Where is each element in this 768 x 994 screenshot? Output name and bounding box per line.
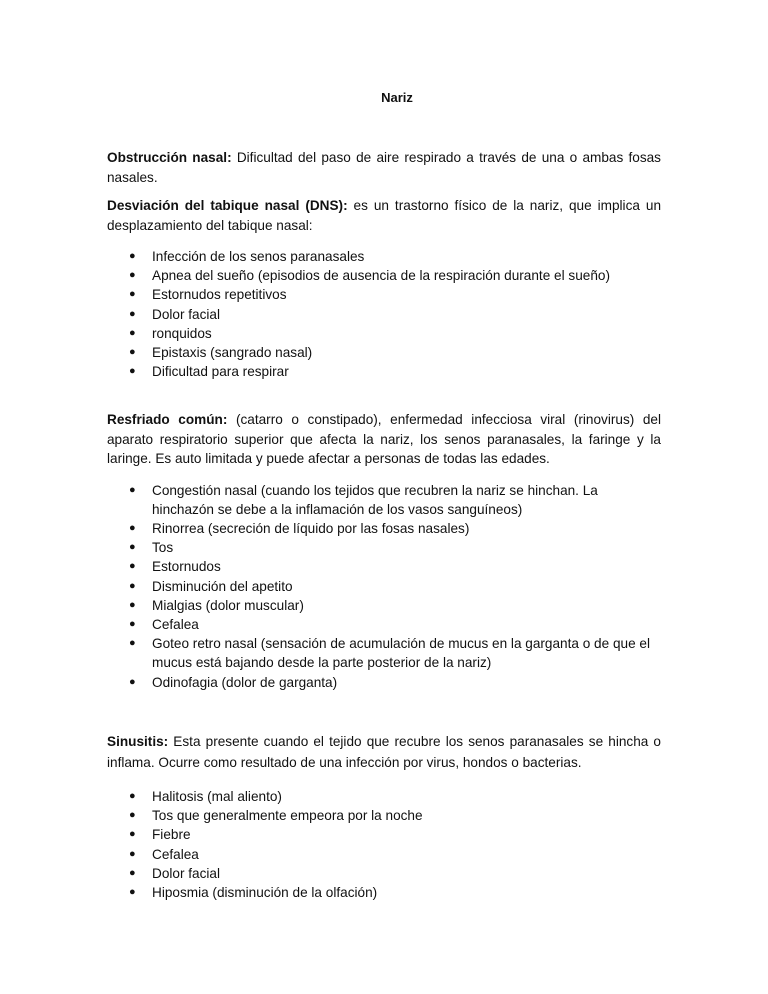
list-item: ● Epistaxis (sangrado nasal) (107, 343, 661, 362)
list-item: ● Disminución del apetito (107, 577, 661, 596)
list-item: ● Dificultad para respirar (107, 362, 661, 381)
symptom-list (107, 481, 661, 692)
list-item: ● Dolor facial (107, 305, 661, 324)
bullet-icon: ● (129, 365, 136, 378)
section-term: Resfriado común: (107, 412, 228, 427)
bullet-icon: ● (129, 288, 136, 301)
bullet-icon: ● (129, 346, 136, 359)
symptom-list (107, 787, 661, 902)
bullet-icon: ● (129, 847, 136, 860)
section-text: Esta presente cuando el tejido que recubre los senos paranasales se hincha o inflama. Ocurre como resultado de una infección por virus, hondos o bacterias. (107, 734, 661, 770)
section-text: (catarro o constipado), enfermedad infecciosa viral (rinovirus) del aparato respiratorio superior que afecta la nariz, los senos paranasales, la faringe y la laringe. Es auto limitada y puede afectar a personas de todas las edades. (107, 412, 661, 466)
section-sinusitis (107, 731, 661, 902)
section-text: Dificultad del paso de aire respirado a través de una o ambas fosas nasales. (107, 150, 661, 185)
page-title: Nariz (381, 90, 413, 105)
section-term: Obstrucción nasal: (107, 150, 232, 165)
list-item: ● ronquidos (107, 324, 661, 343)
section-resfriado-comun (107, 410, 661, 692)
list-item: ● Hiposmia (disminución de la olfación) (107, 883, 661, 902)
section-paragraph (107, 148, 661, 187)
bullet-icon: ● (129, 307, 136, 320)
bullet-icon: ● (129, 483, 136, 496)
bullet-icon: ● (129, 675, 136, 688)
bullet-icon: ● (129, 866, 136, 879)
list-item: ● Cefalea (107, 845, 661, 864)
list-item: ● Dolor facial (107, 864, 661, 883)
bullet-icon: ● (129, 579, 136, 592)
list-item: ● Cefalea (107, 615, 661, 634)
bullet-icon: ● (129, 560, 136, 573)
bullet-icon: ● (129, 809, 136, 822)
list-item: ● Infección de los senos paranasales (107, 247, 661, 266)
section-text: es un trastorno físico de la nariz, que implica un desplazamiento del tabique nasal: (107, 198, 662, 233)
symptom-list (107, 247, 661, 381)
list-item: ● Mialgias (dolor muscular) (107, 596, 661, 615)
bullet-icon: ● (129, 269, 136, 282)
bullet-icon: ● (129, 541, 136, 554)
bullet-icon: ● (129, 598, 136, 611)
section-paragraph (107, 196, 661, 235)
list-item: ● Estornudos (107, 557, 661, 576)
section-paragraph (107, 410, 661, 469)
section-obstruccion-nasal (107, 148, 661, 187)
bullet-icon: ● (129, 617, 136, 630)
section-desviacion-tabique (107, 196, 661, 381)
list-item: ● Apnea del sueño (episodios de ausencia de la respiración durante el sueño) (107, 266, 661, 285)
list-item: ● Estornudos repetitivos (107, 285, 661, 304)
bullet-icon: ● (129, 637, 136, 650)
list-item: ● Tos (107, 538, 661, 557)
list-item: ● Congestión nasal (cuando los tejidos que recubren la nariz se hinchan. La hinchazón se debe a la inflamación de los vasos sanguíneos) (129, 482, 598, 517)
list-item: ● Goteo retro nasal (sensación de acumulación de mucus en la garganta o de que el mucus está bajando desde la parte posterior de la nariz) (129, 636, 650, 671)
list-item: ● Odinofagia (dolor de garganta) (107, 673, 661, 692)
list-item: ● Rinorrea (secreción de líquido por las fosas nasales) (107, 519, 661, 538)
section-term: Desviación del tabique nasal (DNS): (107, 198, 348, 213)
list-item: ● Halitosis (mal aliento) (107, 787, 661, 806)
list-item: ● Fiebre (107, 825, 661, 844)
bullet-icon: ● (129, 886, 136, 899)
bullet-icon: ● (129, 326, 136, 339)
list-item: ● Tos que generalmente empeora por la noche (107, 806, 661, 825)
bullet-icon: ● (129, 250, 136, 262)
section-paragraph (107, 731, 661, 773)
section-term: Sinusitis: (107, 734, 169, 749)
bullet-icon: ● (129, 521, 136, 534)
bullet-icon: ● (129, 790, 136, 802)
bullet-icon: ● (129, 828, 136, 841)
